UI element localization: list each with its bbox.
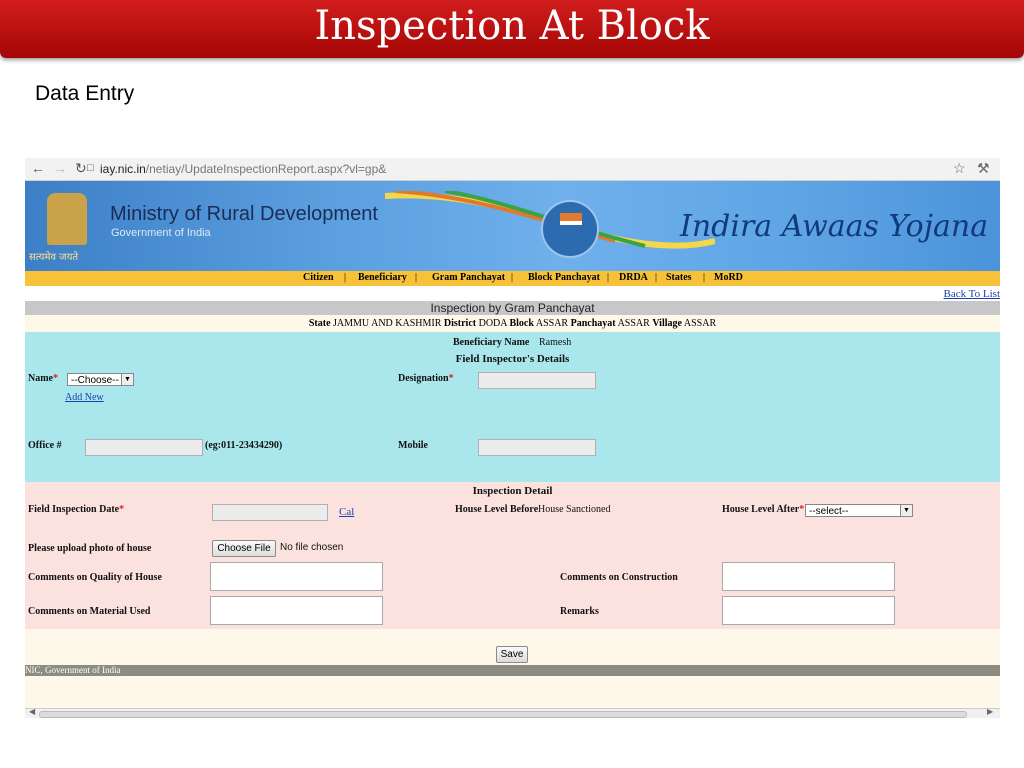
inspector-section — [25, 332, 1000, 482]
star-icon[interactable]: ☆ — [953, 160, 966, 176]
reload-icon[interactable]: ↻ — [75, 160, 87, 176]
site-banner — [25, 181, 1000, 271]
horizontal-scrollbar[interactable] — [25, 708, 1000, 718]
scroll-right-icon[interactable]: ▶ — [987, 707, 994, 716]
menu-item-gram-panchayat[interactable]: Gram Panchayat — [432, 272, 506, 283]
forward-arrow-icon[interactable]: → — [53, 160, 67, 176]
remarks-textarea[interactable] — [722, 596, 895, 625]
panchayat-value: ASSAR — [617, 318, 650, 329]
name-label: Name* — [28, 373, 58, 384]
block-value: ASSAR — [535, 318, 569, 329]
menu-separator: | — [703, 272, 706, 283]
site-footer: NIC, Government of India — [25, 665, 1000, 676]
address-bar[interactable] — [100, 162, 386, 176]
material-textarea[interactable] — [210, 596, 383, 625]
beneficiary-value: Ramesh — [539, 337, 572, 348]
scrollbar-thumb[interactable] — [39, 711, 967, 718]
emblem-motto: सत्यमेव जयते — [29, 252, 79, 263]
level-before-label: House Level Before — [455, 504, 539, 515]
scroll-left-icon[interactable]: ◀ — [29, 707, 36, 716]
slide-title: Inspection At Block — [314, 3, 710, 49]
remarks-label: Remarks — [560, 606, 599, 617]
level-after-select[interactable]: --select-- ▼ — [805, 504, 913, 517]
mobile-input[interactable] — [478, 439, 596, 456]
browser-toolbar — [25, 158, 1000, 181]
beneficiary-label: Beneficiary Name — [453, 337, 530, 348]
section-title: Inspection by Gram Panchayat — [25, 301, 1000, 315]
village-value: ASSAR — [683, 318, 717, 329]
level-after-label: House Level After* — [722, 504, 805, 515]
mobile-label: Mobile — [398, 440, 428, 451]
browser-screenshot — [25, 158, 1000, 718]
menu-separator: | — [511, 272, 514, 283]
menu-separator: | — [607, 272, 610, 283]
inspection-heading: Inspection Detail — [472, 485, 553, 497]
inspection-date-input[interactable] — [212, 504, 328, 521]
government-name: Government of India — [111, 227, 211, 239]
menu-item-citizen[interactable]: Citizen — [303, 272, 334, 283]
url-domain: iay.nic.in — [100, 162, 146, 176]
upload-label: Please upload photo of house — [28, 543, 152, 554]
slide-header — [0, 0, 1024, 58]
add-new-link[interactable]: Add New — [65, 392, 104, 403]
scheme-name: Indira Awaas Yojana — [680, 209, 989, 244]
banner-swoosh-graphic — [385, 191, 715, 261]
level-before-value: House Sanctioned — [538, 504, 611, 515]
office-label: Office # — [28, 440, 62, 451]
material-label: Comments on Material Used — [28, 606, 151, 617]
menu-item-drda[interactable]: DRDA — [619, 272, 648, 283]
no-file-text: No file chosen — [280, 542, 344, 553]
menu-separator: | — [344, 272, 347, 283]
inspection-detail-section — [25, 482, 1000, 629]
office-input[interactable] — [85, 439, 203, 456]
slide-subtitle: Data Entry — [35, 82, 135, 105]
menu-item-block-panchayat[interactable]: Block Panchayat — [528, 272, 600, 283]
url-path: /netiay/UpdateInspectionReport.aspx?vl=gp& — [145, 162, 387, 176]
national-emblem-icon — [47, 193, 87, 245]
menu-separator: | — [415, 272, 418, 283]
quality-textarea[interactable] — [210, 562, 383, 591]
construction-label: Comments on Construction — [560, 572, 678, 583]
save-button[interactable]: Save — [496, 646, 528, 663]
location-line: State JAMMU AND KASHMIR District DODA Block ASSAR Panchayat ASSAR Village ASSAR — [25, 315, 1000, 332]
back-arrow-icon[interactable]: ← — [31, 160, 45, 176]
office-hint: (eg:011-23434290) — [205, 440, 283, 451]
inspection-date-label: Field Inspection Date* — [28, 504, 125, 515]
choose-file-button[interactable]: Choose File — [212, 540, 276, 557]
inspector-heading: Field Inspector's Details — [455, 353, 570, 365]
wrench-icon[interactable]: ⚒ — [977, 160, 990, 176]
designation-label: Designation* — [398, 373, 454, 384]
menu-item-beneficiary[interactable]: Beneficiary — [358, 272, 407, 283]
chevron-down-icon: ▼ — [900, 505, 912, 516]
construction-textarea[interactable] — [722, 562, 895, 591]
menu-item-mord[interactable]: MoRD — [714, 272, 743, 283]
save-area — [25, 629, 1000, 665]
page-icon: □ — [87, 162, 94, 174]
page-bottom — [25, 676, 1000, 708]
calendar-link[interactable]: Cal — [339, 506, 355, 518]
state-value: JAMMU AND KASHMIR — [333, 318, 442, 329]
district-value: DODA — [478, 318, 507, 329]
quality-label: Comments on Quality of House — [28, 572, 162, 583]
designation-input[interactable] — [478, 372, 596, 389]
menu-item-states[interactable]: States — [666, 272, 692, 283]
ministry-name: Ministry of Rural Development — [110, 203, 378, 225]
main-menu — [25, 271, 1000, 286]
back-to-list-link[interactable]: Back To List — [943, 288, 1000, 300]
name-select[interactable]: --Choose-- ▼ — [67, 373, 134, 386]
menu-separator: | — [655, 272, 658, 283]
chevron-down-icon: ▼ — [121, 374, 133, 385]
